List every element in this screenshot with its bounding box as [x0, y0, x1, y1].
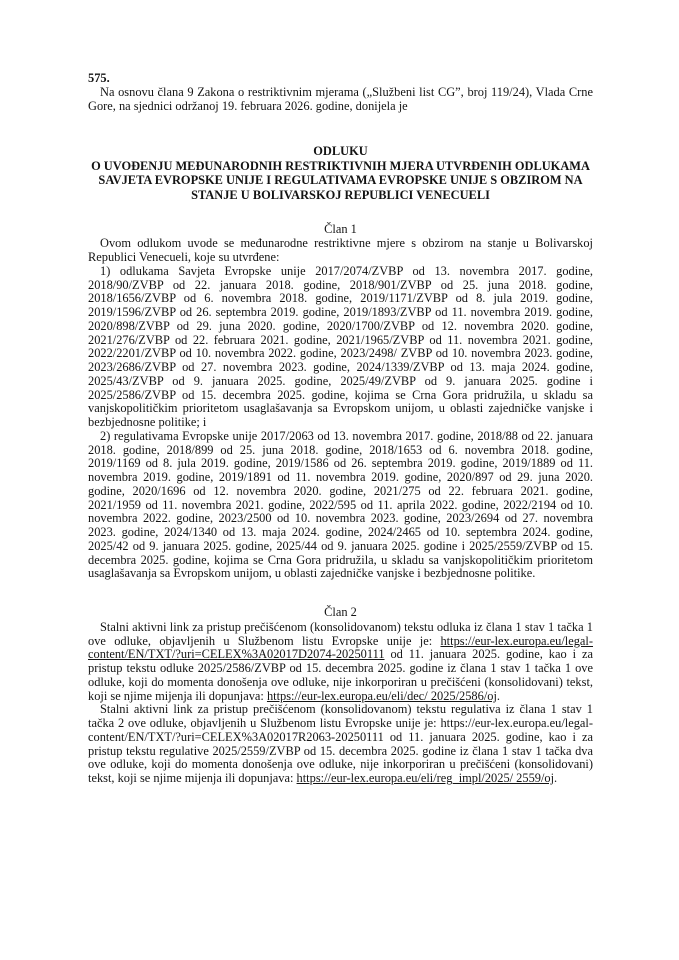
article-1-paragraph-1: Ovom odlukom uvode se međunarodne restriktivne mjere s obzirom na stanje u Bolivarskoj Republici Venecueli, koje su utvrđene:: [88, 236, 593, 265]
decision-title: [88, 144, 593, 202]
article-1-item-2: 2) regulativama Evropske unije 2017/2063 od 13. novembra 2017. godine, 2018/88 od 22. januara 2018. godine, 2018/899 od 25. juna 2018. godine, 2018/1653 od 6. novembra 2018. godine, 2019/1169 od 8. jula 2019. godine, 2019/1586 od 26. septembra 2019. godine, 2019/1889 od 11. novembra 2019. godine, 2019/1891 od 11. novembra 2019. godine, 2020/897 od 29. juna 2020. godine, 2020/1696 od 12. novembra 2020. godine, 2021/275 od 22. februara 2021. godine, 2021/1959 od 11. novembra 2021. godine, 2022/595 od 11. aprila 2022. godine, 2022/2194 od 10. novembra 2022. godine, 2023/2500 od 10. novembra 2023. godine, 2023/2694 od 27. novembra 2023. godine, 2024/1340 od 13. maja 2024. godine, 2024/2465 od 10. septembra 2024. godine, 2025/42 od 9. januara 2025. godine, 2025/44 od 9. januara 2025. godine i 2025/2559/ZVBP od 15. decembra 2025. godine, kojima se Crna Gora pridružila, u skladu sa vanjskopolitičkim prioritetom usaglašavanja sa Evropskom unijom, u oblasti zajedničke vanjske i bezbjednosne politike.: [88, 428, 593, 581]
act-number: 575.: [88, 71, 110, 85]
article-1-heading: Član 1: [324, 221, 357, 236]
title-line-1: ODLUKU: [313, 144, 368, 159]
article-2-paragraph-2: [88, 703, 593, 786]
document-page: [88, 72, 593, 786]
article-1-item-1: 1) odlukama Savjeta Evropske unije 2017/2074/ZVBP od 13. novembra 2017. godine, 2018/90/ZVBP od 22. januara 2018. godine, 2018/901/ZVBP od 25. juna 2018. godine, 2018/1656/ZVBP od 6. novembra 2018. godine, 2019/1171/ZVBP od 8. jula 2019. godine, 2019/1596/ZVBP od 26. septembra 2019. godine, 2019/1893/ZVBP od 11. novembra 2019. godine, 2020/898/ZVBP od 29. juna 2020. godine, 2020/1700/ZVBP od 12. novembra 2020. godine, 2021/276/ZVBP od 22. februara 2021. godine, 2021/1965/ZVBP od 11. novembra 2021. godine, 2022/2201/ZVBP od 10. novembra 2022. godine, 2023/2498/ ZVBP od 10. novembra 2023. godine, 2023/2686/ZVBP od 27. novembra 2023. godine, 2024/1339/ZVBP od 13. maja 2024. godine, 2025/43/ZVBP od 9. januara 2025. godine, 2025/49/ZVBP od 9. januara 2025. godine i 2025/2586/ZVBP od 15. decembra 2025. godine, kojima se Crna Gora pridružila, u skladu sa vanjskopolitičkim prioritetom usaglašavanja sa Evropskom unijom, u oblasti zajedničke vanjske i bezbjednosne politike; i: [88, 263, 593, 430]
eli-decision-link[interactable]: https://eur-lex.europa.eu/eli/dec/ 2025/2586/oj: [266, 688, 497, 703]
title-line-2: O UVOĐENJU MEĐUNARODNIH RESTRIKTIVNIH MJERA UTVRĐENIH ODLUKAMA SAVJETA EVROPSKE UNIJE I REGULATIVAMA EVROPSKE UNIJE S OBZIROM NA STANJE U BOLIVARSKOJ REPUBLICI VENECUELI: [91, 158, 590, 203]
text: Stalni aktivni link za pristup prečišćenom (konsolidovanom) tekstu odluka iz člana 1 stav 1 tačka 1 ove odluke, objavljenih u Službenom listu Evropske unije je:: [88, 619, 593, 648]
text: od 11. januara 2025. godine, kao i za pristup tekstu odluke 2025/2586/ZVBP od 15. decembra 2025. godine iz člana 1 stav 1 tačka 1 ove odluke, koji do momenta donošenja ove odluke, nije inkorporiran u prečišćeni (konsolidovani) tekst, koji se njime mijenja ili dopunjava:: [88, 647, 593, 703]
intro-paragraph: Na osnovu člana 9 Zakona o restriktivnim mjerama („Službeni list CG”, broj 119/24), Vlada Crne Gore, na sjednici održanoj 19. februara 2026. godine, donijela je: [88, 84, 593, 113]
article-2-heading: Član 2: [324, 605, 357, 620]
eli-regulation-link[interactable]: https://eur-lex.europa.eu/eli/reg_impl/2025/ 2559/oj: [296, 771, 555, 786]
article-2-paragraph-1: [88, 621, 593, 704]
celex-decision-link[interactable]: https://eur-lex.europa.eu/legal-content/EN/TXT/?uri=CELEX%3A02017D2074-20250111: [88, 633, 593, 662]
text: Stalni aktivni link za pristup prečišćenom (konsolidovanom) tekstu regulativa iz člana 1 stav 1 tačka 2 ove odluke, objavljenih u Službenom listu Evropske unije je: https://eur-lex.europa.eu/legal-content/EN/TXT/?uri=CELEX%3A02017R2063-20250111 od 11. januara 2025. godine, kao i za pristup tekstu regulative 2025/2559/ZVBP od 15. decembra 2025. godine iz člana 1 stav 1 tačka dva ove odluke, koji do momenta donošenja ove odluke, nije inkorporiran u prečišćeni (konsolidovani) tekst, koji se njime mijenja ili dopunjava:: [88, 702, 593, 786]
text: .: [496, 688, 501, 703]
text: .: [554, 771, 558, 786]
